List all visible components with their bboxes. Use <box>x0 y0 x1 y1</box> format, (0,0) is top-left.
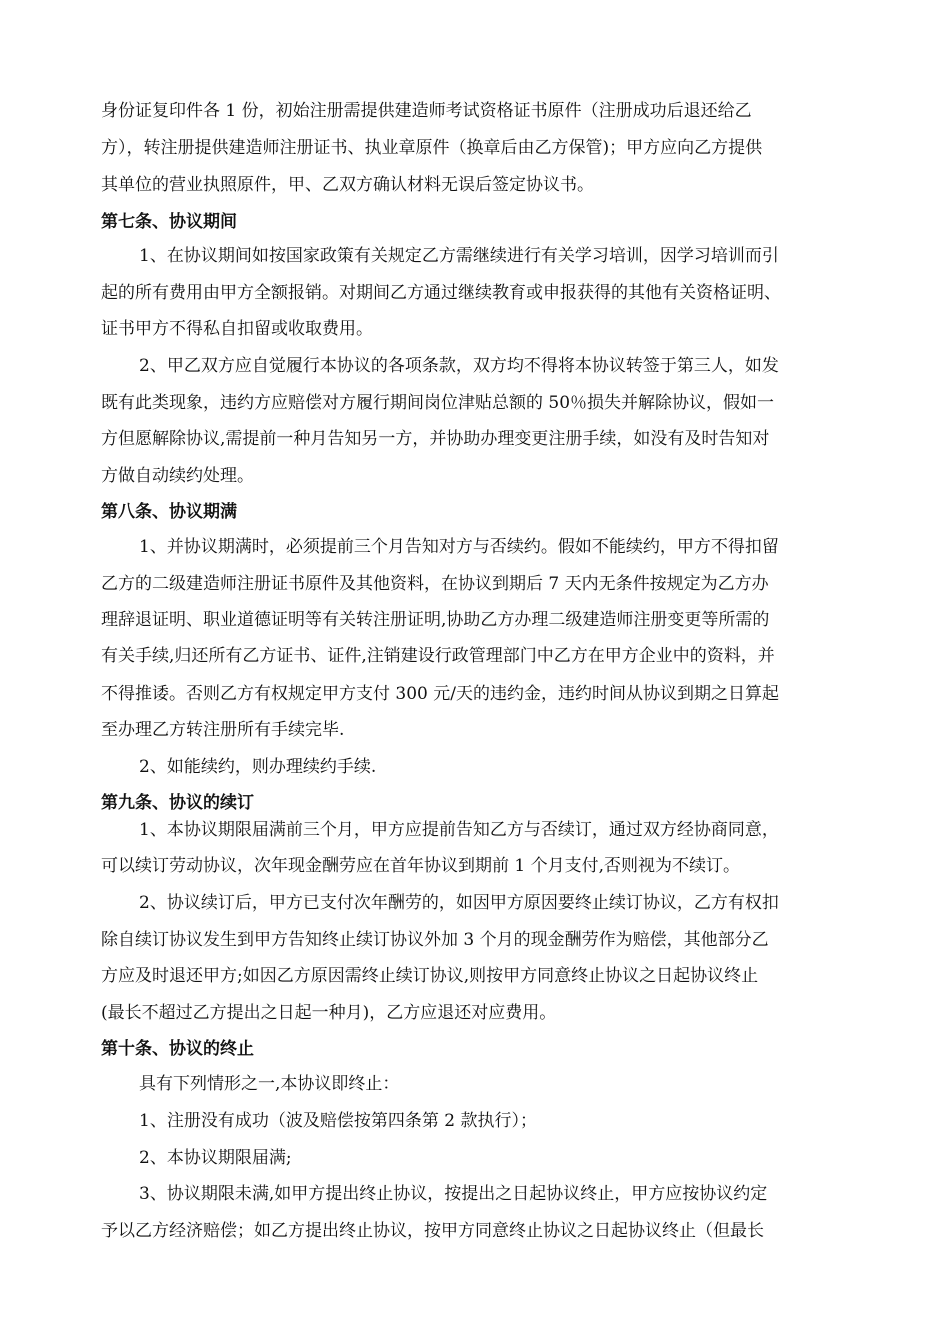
body-line: 其单位的营业执照原件，甲、乙双方确认材料无误后签定协议书。 <box>101 175 594 195</box>
body-line: 1、在协议期间如按国家政策有关规定乙方需继续进行有关学习培训，因学习培训而引 <box>139 246 779 266</box>
body-line: 1、注册没有成功（波及赔偿按第四条第 2 款执行）； <box>139 1111 537 1131</box>
body-line: 可以续订劳动协议，次年现金酬劳应在首年协议到期前 1 个月支付,否则视为不续订。 <box>101 856 741 876</box>
body-line: 予以乙方经济赔偿；如乙方提出终止协议，按甲方同意终止协议之日起协议终止（但最长 <box>101 1221 764 1241</box>
body-line: 2、甲乙双方应自觉履行本协议的各项条款，双方均不得将本协议转签于第三人，如发 <box>139 356 779 376</box>
body-line: (最长不超过乙方提出之日起一种月)，乙方应退还对应费用。 <box>101 1003 557 1023</box>
section-heading-10: 第十条、协议的终止 <box>101 1039 254 1059</box>
body-line: 方做自动续约处理。 <box>101 466 254 486</box>
body-line: 身份证复印件各 1 份，初始注册需提供建造师考试资格证书原件（注册成功后退还给乙 <box>101 101 752 121</box>
body-line: 除自续订协议发生到甲方告知终止续订协议外加 3 个月的现金酬劳作为赔偿，其他部分乙 <box>101 930 769 950</box>
body-line: 2、协议续订后，甲方已支付次年酬劳的，如因甲方原因要终止续订协议，乙方有权扣 <box>139 893 779 913</box>
body-line: 1、本协议期限届满前三个月，甲方应提前告知乙方与否续订，通过双方经协商同意， <box>139 820 779 840</box>
body-line: 不得推诿。否则乙方有权规定甲方支付 300 元/天的违约金，违约时间从协议到期之日算起 <box>101 684 779 704</box>
body-line: 方但愿解除协议,需提前一种月告知另一方，并协助办理变更注册手续，如没有及时告知对 <box>101 429 770 449</box>
section-heading-9: 第九条、协议的续订 <box>101 793 254 813</box>
body-line: 证书甲方不得私自扣留或收取费用。 <box>101 319 373 339</box>
body-line: 既有此类现象，违约方应赔偿对方履行期间岗位津贴总额的 50％损失并解除协议，假如一 <box>101 393 775 413</box>
body-line: 1、并协议期满时，必须提前三个月告知对方与否续约。假如不能续约，甲方不得扣留 <box>139 537 779 557</box>
body-line: 具有下列情形之一,本协议即终止： <box>139 1074 400 1094</box>
body-line: 起的所有费用由甲方全额报销。对期间乙方通过继续教育或申报获得的其他有关资格证明、 <box>101 283 781 303</box>
body-line: 方应及时退还甲方;如因乙方原因需终止续订协议,则按甲方同意终止协议之日起协议终止 <box>101 966 759 986</box>
body-line: 方），转注册提供建造师注册证书、执业章原件（换章后由乙方保管)；甲方应向乙方提供 <box>101 138 763 158</box>
section-heading-8: 第八条、协议期满 <box>101 502 237 522</box>
body-line: 2、如能续约，则办理续约手续. <box>139 757 377 777</box>
body-line: 乙方的二级建造师注册证书原件及其他资料，在协议到期后 7 天内无条件按规定为乙方办 <box>101 574 769 594</box>
body-line: 3、协议期限未满,如甲方提出终止协议，按提出之日起协议终止，甲方应按协议约定 <box>139 1184 768 1204</box>
body-line: 有关手续,归还所有乙方证书、证件,注销建设行政管理部门中乙方在甲方企业中的资料，并 <box>101 646 775 666</box>
body-line: 理辞退证明、职业道德证明等有关转注册证明,协助乙方办理二级建造师注册变更等所需的 <box>101 610 770 630</box>
section-heading-7: 第七条、协议期间 <box>101 212 237 232</box>
body-line: 2、本协议期限届满; <box>139 1148 292 1168</box>
body-line: 至办理乙方转注册所有手续完毕. <box>101 720 345 740</box>
